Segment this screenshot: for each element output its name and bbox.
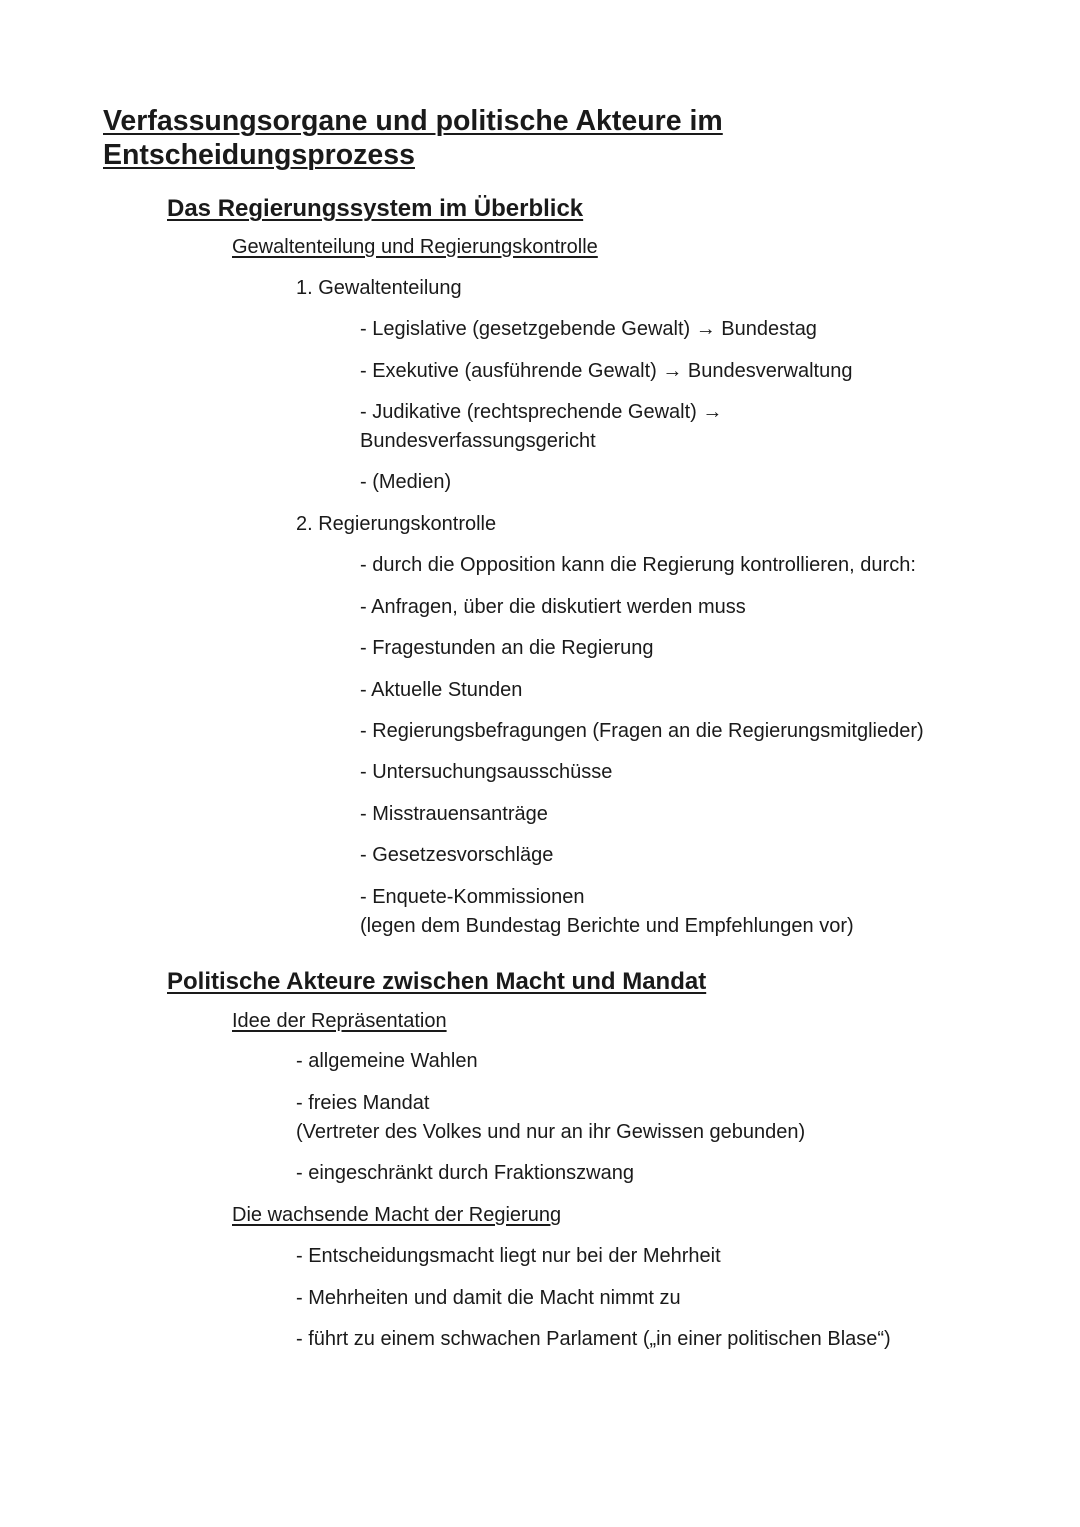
subheading-repraesentation: Idee der Repräsentation [232, 1010, 447, 1032]
list-item: - Enquete-Kommissionen [360, 886, 585, 908]
list-item: - Regierungsbefragungen (Fragen an die Regierungsmitglieder) [360, 720, 924, 742]
section-heading-politische-akteure: Politische Akteure zwischen Macht und Mandat [167, 968, 707, 995]
list-item: - eingeschränkt durch Fraktionszwang [296, 1162, 634, 1184]
list-item: - Judikative (rechtsprechende Gewalt) → [360, 401, 723, 423]
list-item: - (Medien) [360, 471, 452, 493]
list-item: - Gesetzesvorschläge [360, 844, 554, 866]
list-item: - Anfragen, über die diskutiert werden muss [360, 596, 746, 618]
list-item: - Exekutive (ausführende Gewalt) → Bundesverwaltung [360, 360, 853, 382]
list-item: - führt zu einem schwachen Parlament („in einer politischen Blase“) [296, 1328, 891, 1350]
list-item: - Aktuelle Stunden [360, 679, 523, 701]
page-title: Verfassungsorgane und politische Akteure im Entscheidungsprozess [103, 105, 723, 171]
list-item-continuation: (legen dem Bundestag Berichte und Empfehlungen vor) [360, 915, 854, 937]
list-item: - Legislative (gesetzgebende Gewalt) → Bundestag [360, 318, 817, 340]
list-item-continuation: Bundesverfassungsgericht [360, 430, 596, 452]
list-item: - Untersuchungsausschüsse [360, 761, 613, 783]
list-item: - Fragestunden an die Regierung [360, 637, 654, 659]
list-label-regierungskontrolle: 2. Regierungskontrolle [296, 513, 497, 535]
list-item: - allgemeine Wahlen [296, 1050, 478, 1072]
list-item: - Misstrauensanträge [360, 803, 548, 825]
list-item: - Mehrheiten und damit die Macht nimmt zu [296, 1287, 681, 1309]
subheading-wachsende-macht: Die wachsende Macht der Regierung [232, 1204, 562, 1226]
list-item: - freies Mandat [296, 1092, 430, 1114]
list-item: - durch die Opposition kann die Regierung kontrollieren, durch: [360, 554, 916, 576]
list-item: - Entscheidungsmacht liegt nur bei der Mehrheit [296, 1245, 721, 1267]
subheading-gewaltenteilung-kontrolle: Gewaltenteilung und Regierungskontrolle [232, 236, 598, 258]
list-item-continuation: (Vertreter des Volkes und nur an ihr Gewissen gebunden) [296, 1121, 806, 1143]
list-label-gewaltenteilung: 1. Gewaltenteilung [296, 277, 462, 299]
section-heading-regierungssystem: Das Regierungssystem im Überblick [167, 195, 584, 222]
